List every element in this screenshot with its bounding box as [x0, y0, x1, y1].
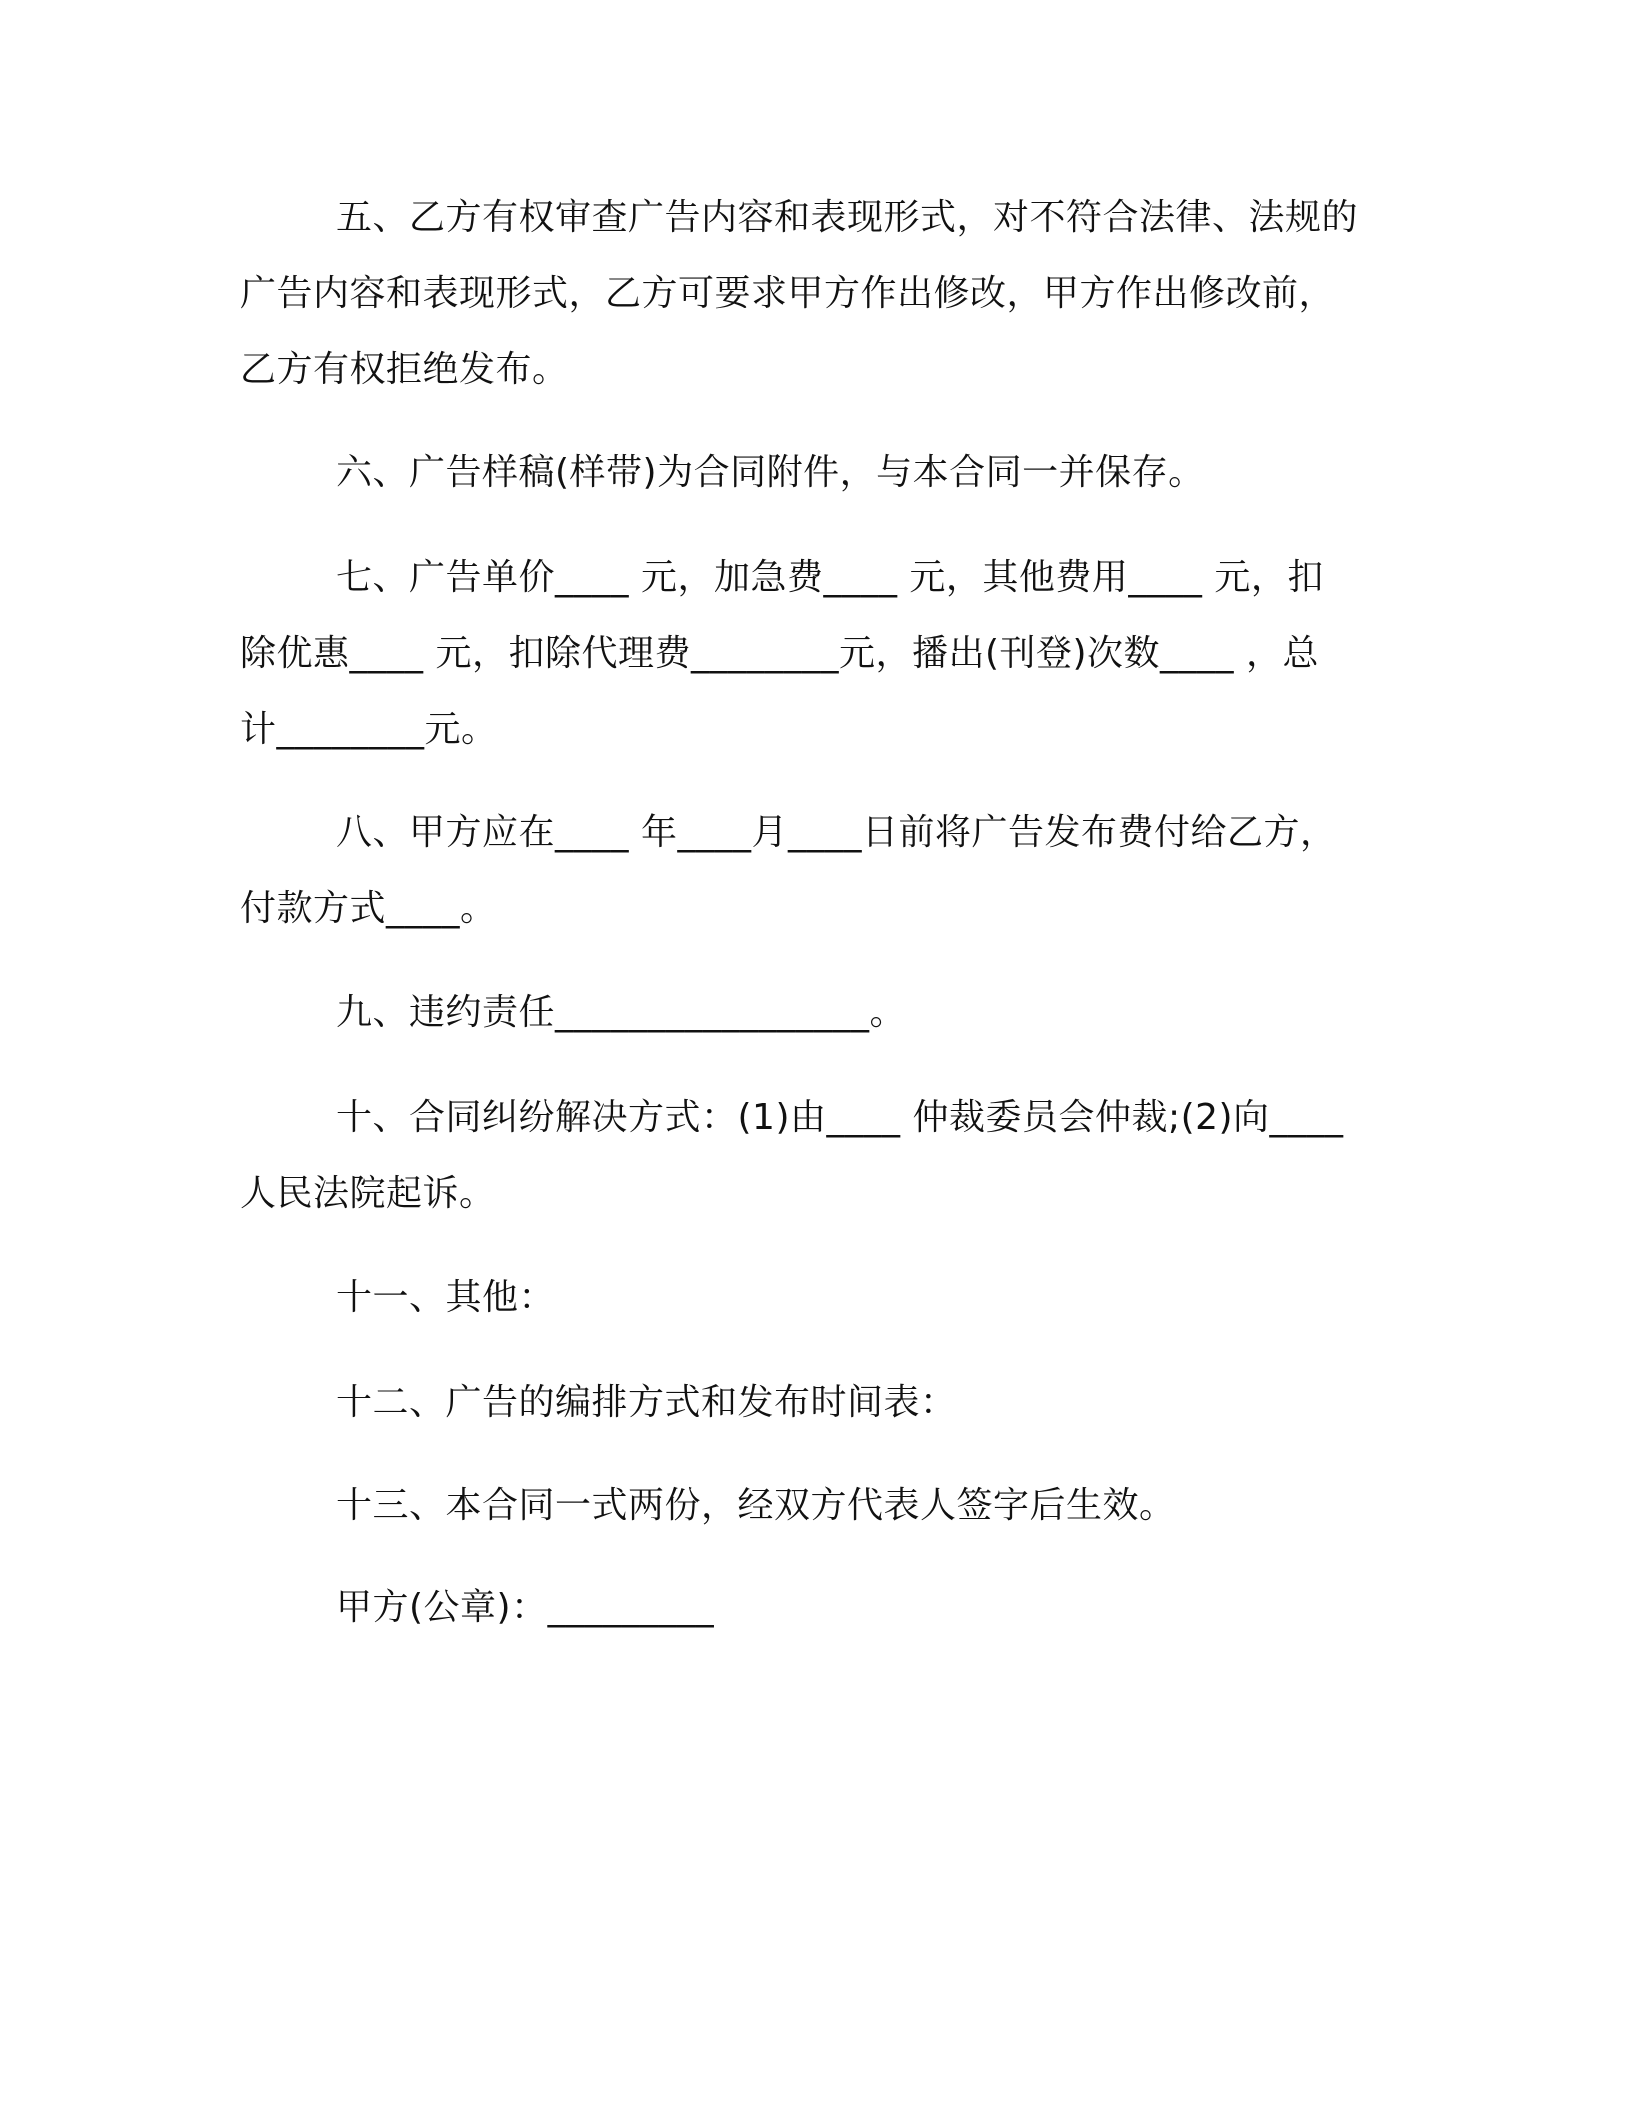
clause-10	[240, 1080, 1390, 1232]
clause-10-line-1: 十、合同纠纷解决方式：(1)由____ 仲裁委员会仲裁;(2)向____	[336, 1097, 1344, 1138]
clause-10-line-2: 人民法院起诉。	[240, 1173, 496, 1214]
clause-6-line-1: 六、广告样稿(样带)为合同附件，与本合同一并保存。	[336, 452, 1205, 493]
clause-5-line-2: 广告内容和表现形式，乙方可要求甲方作出修改，甲方作出修改前，	[240, 273, 1336, 314]
clause-9-line-1: 九、违约责任_________________。	[336, 992, 907, 1033]
clause-9	[240, 975, 1390, 1051]
clause-5-line-1: 五、乙方有权审查广告内容和表现形式，对不符合法律、法规的	[336, 197, 1359, 238]
clause-8	[240, 795, 1390, 947]
signature-party-a	[240, 1570, 1390, 1646]
clause-12	[240, 1365, 1390, 1441]
clause-7-line-1: 七、广告单价____ 元，加急费____ 元，其他费用____ 元，扣	[336, 557, 1324, 598]
clause-8-line-2: 付款方式____。	[240, 888, 497, 929]
clause-13	[240, 1468, 1390, 1544]
clause-5-line-3: 乙方有权拒绝发布。	[240, 349, 569, 390]
signature-line-1: 甲方(公章)：_________	[336, 1587, 715, 1628]
clause-12-line-1: 十二、广告的编排方式和发布时间表：	[336, 1382, 957, 1423]
clause-11	[240, 1260, 1390, 1336]
clause-7-line-3: 计________元。	[240, 709, 498, 750]
clause-8-line-1: 八、甲方应在____ 年____月____日前将广告发布费付给乙方，	[336, 812, 1337, 853]
clause-11-line-1: 十一、其他：	[336, 1277, 556, 1318]
clause-5	[240, 180, 1390, 408]
clause-6	[240, 435, 1390, 511]
clause-13-line-1: 十三、本合同一式两份，经双方代表人签字后生效。	[336, 1485, 1176, 1526]
clause-7	[240, 540, 1390, 768]
clause-7-line-2: 除优惠____ 元，扣除代理费________元，播出(刊登)次数____ ，总	[240, 633, 1319, 674]
